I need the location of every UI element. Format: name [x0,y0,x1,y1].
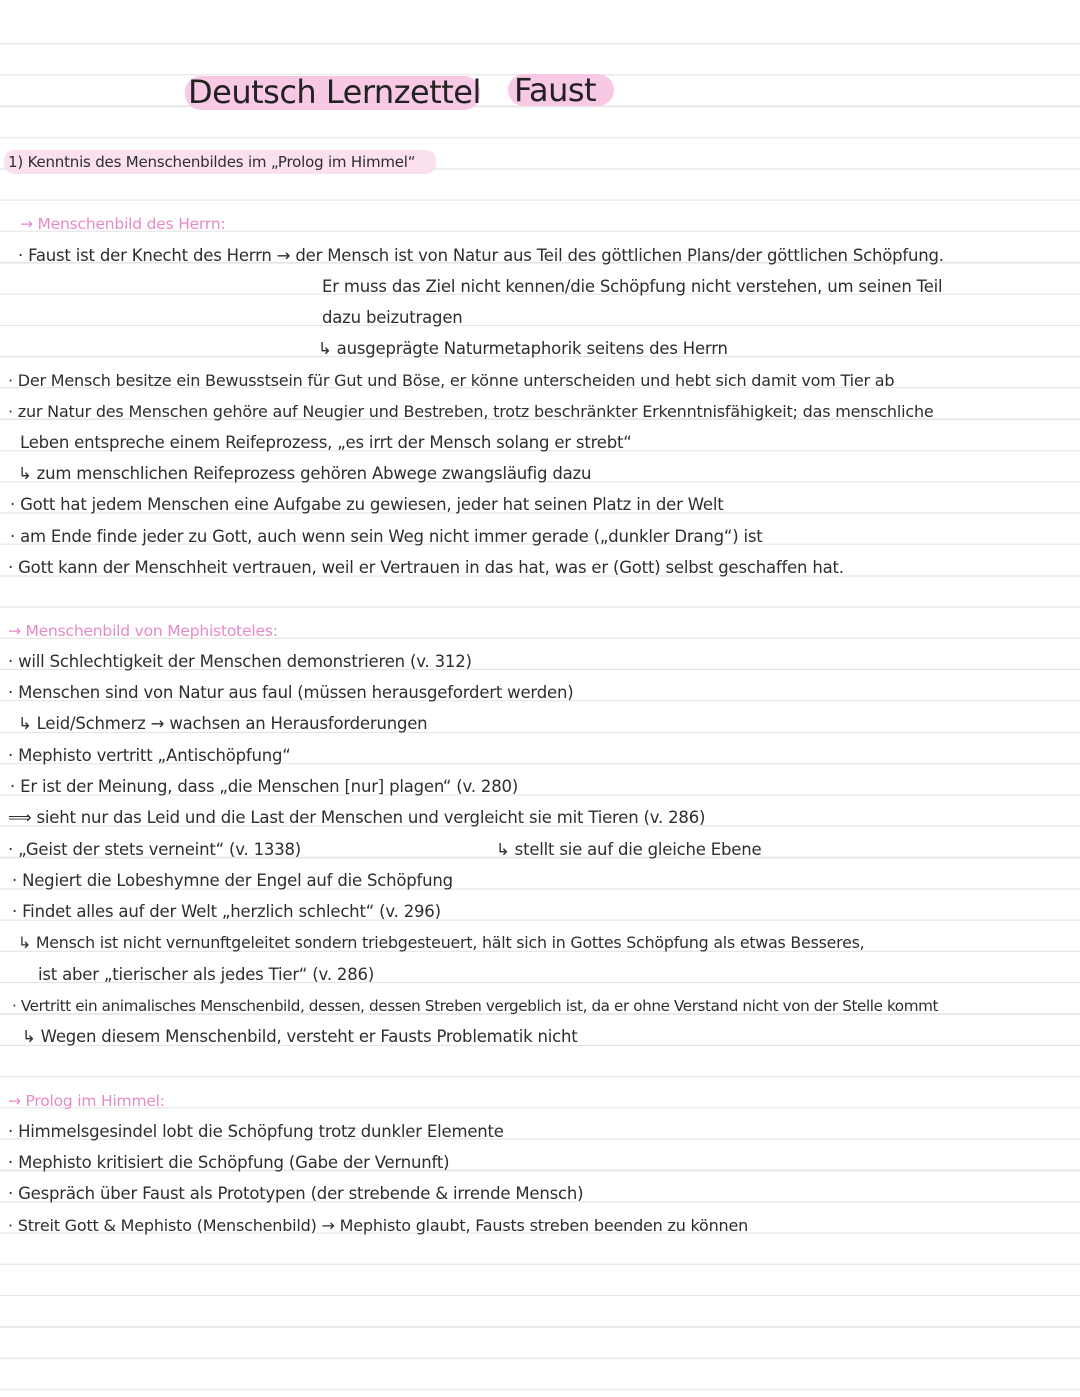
prolog-line-2: · Mephisto kritisiert die Schöpfung (Gabe der Vernunft) [8,1153,450,1172]
herr-line-11: · Gott kann der Menschheit vertrauen, weil er Vertrauen in das hat, was er (Gott) selbst geschaffen hat. [8,558,844,577]
section-heading: 1) Kenntnis des Menschenbildes im „Prolog im Himmel“ [8,153,416,171]
herr-line-9: · Gott hat jedem Menschen eine Aufgabe zu gewiesen, jeder hat seinen Platz in der Welt [10,495,724,514]
herr-line-8: ↳ zum menschlichen Reifeprozess gehören Abwege zwangsläufig dazu [18,464,592,483]
herr-line-1: · Faust ist der Knecht des Herrn → der Mensch ist von Natur aus Teil des göttlichen Plans/der göttlichen Schöpfung. [18,246,944,265]
meph-line-2: · Menschen sind von Natur aus faul (müssen herausgefordert werden) [8,683,574,702]
meph-line-13: ↳ Wegen diesem Menschenbild, versteht er Fausts Problematik nicht [22,1027,578,1046]
prolog-line-4: · Streit Gott & Mephisto (Menschenbild) → Mephisto glaubt, Fausts streben beenden zu können [8,1216,749,1235]
herr-line-7: Leben entspreche einem Reifeprozess, „es irrt der Mensch solang er strebt“ [20,433,632,452]
prolog-line-1: · Himmelsgesindel lobt die Schöpfung trotz dunkler Elemente [8,1122,504,1141]
meph-line-9: · Findet alles auf der Welt „herzlich schlecht“ (v. 296) [12,902,441,921]
herr-line-4: ↳ ausgeprägte Naturmetaphorik seitens des Herrn [318,339,728,358]
meph-line-7-note: ↳ stellt sie auf die gleiche Ebene [496,840,762,859]
herr-line-6: · zur Natur des Menschen gehöre auf Neugier und Bestreben, trotz beschränkter Erkenntnisfähigkeit; das menschliche [8,402,934,421]
herr-heading: → Menschenbild des Herrn: [20,215,226,233]
page-title-faust: Faust [514,71,597,109]
herr-line-5: · Der Mensch besitze ein Bewusstsein für Gut und Böse, er könne unterscheiden und hebt sich damit vom Tier ab [8,371,895,390]
herr-line-10: · am Ende finde jeder zu Gott, auch wenn sein Weg nicht immer gerade („dunkler Drang“) ist [10,527,763,546]
meph-line-3: ↳ Leid/Schmerz → wachsen an Herausforderungen [18,714,428,733]
herr-line-3: dazu beizutragen [322,308,463,327]
prolog-line-3: · Gespräch über Faust als Prototypen (der strebende & irrende Mensch) [8,1184,584,1203]
meph-line-7: · „Geist der stets verneint“ (v. 1338) [8,840,302,859]
meph-line-10: ↳ Mensch ist nicht vernunftgeleitet sondern triebgesteuert, hält sich in Gottes Schöpfung als etwas Besseres, [18,933,865,952]
meph-line-12: · Vertritt ein animalisches Menschenbild, dessen, dessen Streben vergeblich ist, da er ohne Verstand nicht von der Stelle kommt [12,997,939,1015]
meph-line-8: · Negiert die Lobeshymne der Engel auf die Schöpfung [12,871,453,890]
page-title: Deutsch Lernzettel [188,73,481,111]
meph-heading: → Menschenbild von Mephistoteles: [8,622,278,640]
meph-line-4: · Mephisto vertritt „Antischöpfung“ [8,746,291,765]
meph-line-11: ist aber „tierischer als jedes Tier“ (v. 286) [38,965,375,984]
meph-line-5: · Er ist der Meinung, dass „die Menschen [nur] plagen“ (v. 280) [10,777,519,796]
prolog-heading: → Prolog im Himmel: [8,1092,165,1110]
meph-line-6: ⟹ sieht nur das Leid und die Last der Menschen und vergleicht sie mit Tieren (v. 286) [8,808,706,827]
meph-line-1: · will Schlechtigkeit der Menschen demonstrieren (v. 312) [8,652,472,671]
herr-line-2: Er muss das Ziel nicht kennen/die Schöpfung nicht verstehen, um seinen Teil [322,277,943,296]
